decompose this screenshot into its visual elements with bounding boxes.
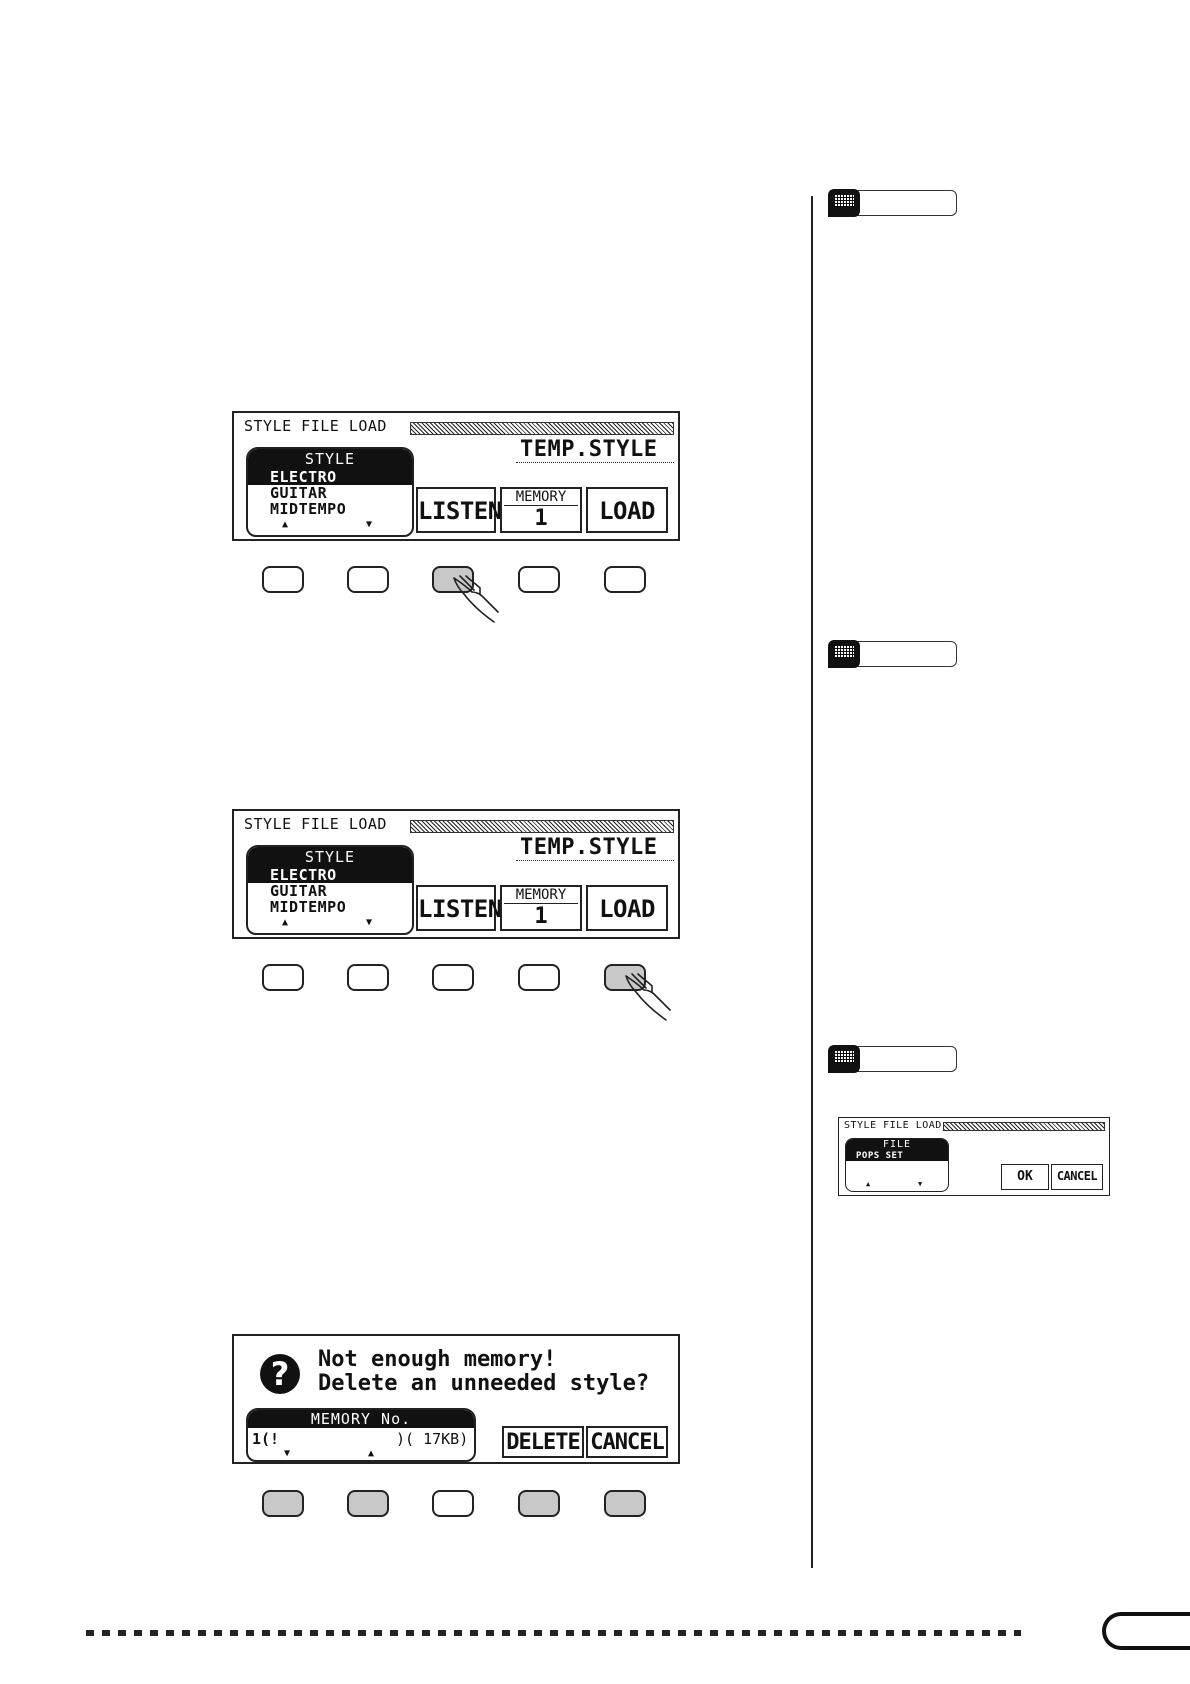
screen-title: STYLE FILE LOAD bbox=[244, 815, 387, 833]
list-item[interactable]: POPS SET bbox=[846, 1151, 948, 1161]
cancel-button[interactable]: CANCEL bbox=[1051, 1164, 1103, 1190]
memory-list[interactable] bbox=[246, 1408, 476, 1462]
note-icon bbox=[828, 189, 860, 217]
list-header: MEMORY No. bbox=[248, 1410, 474, 1428]
load-button[interactable] bbox=[586, 487, 668, 533]
style-list[interactable] bbox=[246, 447, 414, 537]
panel-button-4[interactable] bbox=[518, 964, 560, 991]
footer-dotted-rule bbox=[86, 1630, 1021, 1636]
list-item[interactable]: ELECTRO bbox=[248, 469, 412, 485]
lcd-screen-1 bbox=[232, 411, 680, 541]
note-tab-3 bbox=[829, 1046, 957, 1072]
load-label: LOAD bbox=[599, 895, 655, 923]
screen-title: STYLE FILE LOAD bbox=[844, 1120, 942, 1131]
listen-button[interactable] bbox=[416, 885, 502, 931]
load-button[interactable] bbox=[586, 885, 668, 931]
list-item[interactable]: MIDTEMPO bbox=[270, 898, 347, 916]
cancel-button[interactable]: CANCEL bbox=[586, 1426, 668, 1458]
panel-button-2[interactable] bbox=[347, 964, 389, 991]
dialog-line-2: Delete an unneeded style? bbox=[318, 1371, 650, 1396]
panel-button-4[interactable] bbox=[518, 566, 560, 593]
list-item[interactable]: ELECTRO bbox=[248, 867, 412, 883]
title-hatch bbox=[410, 820, 674, 833]
panel-button-2[interactable] bbox=[347, 1490, 389, 1517]
arrow-down-icon[interactable]: ▼ bbox=[366, 519, 373, 530]
style-list[interactable] bbox=[246, 845, 414, 935]
memory-size: )( 17KB) bbox=[396, 1430, 469, 1448]
memory-selector[interactable] bbox=[500, 885, 582, 931]
ok-button[interactable]: OK bbox=[1001, 1164, 1049, 1190]
memory-entry[interactable]: 1(! bbox=[252, 1430, 280, 1448]
list-header: FILE bbox=[846, 1139, 948, 1151]
hand-pointer-icon bbox=[450, 572, 510, 624]
panel-button-5[interactable] bbox=[604, 566, 646, 593]
arrow-up-icon[interactable]: ▲ bbox=[866, 1180, 871, 1188]
memory-label: MEMORY bbox=[504, 489, 578, 506]
column-divider bbox=[811, 196, 813, 1568]
panel-button-5[interactable] bbox=[604, 1490, 646, 1517]
list-header: STYLE bbox=[248, 847, 412, 867]
listen-button[interactable] bbox=[416, 487, 502, 533]
memory-label: MEMORY bbox=[504, 887, 578, 904]
question-icon: ? bbox=[260, 1354, 300, 1394]
panel-button-1[interactable] bbox=[262, 1490, 304, 1517]
note-icon bbox=[828, 640, 860, 668]
file-name: TEMP.STYLE bbox=[520, 835, 658, 860]
memory-value: 1 bbox=[534, 904, 548, 929]
list-header: STYLE bbox=[248, 449, 412, 469]
hand-pointer-icon bbox=[622, 970, 682, 1022]
listen-label: LISTEN bbox=[418, 895, 502, 923]
arrow-up-icon[interactable]: ▲ bbox=[282, 917, 289, 928]
screen-title: STYLE FILE LOAD bbox=[244, 417, 387, 435]
lcd-screen-dialog bbox=[232, 1334, 680, 1464]
arrow-up-icon[interactable]: ▲ bbox=[282, 519, 289, 530]
file-list[interactable] bbox=[845, 1138, 949, 1192]
lcd-screen-small bbox=[838, 1117, 1110, 1196]
file-name-underline bbox=[516, 860, 674, 861]
title-hatch bbox=[410, 422, 674, 435]
file-name-underline bbox=[516, 462, 674, 463]
arrow-up-icon[interactable]: ▲ bbox=[368, 1448, 375, 1459]
panel-button-3[interactable] bbox=[432, 964, 474, 991]
note-icon bbox=[828, 1045, 860, 1073]
listen-label: LISTEN bbox=[418, 497, 502, 525]
arrow-down-icon[interactable]: ▼ bbox=[366, 917, 373, 928]
file-name: TEMP.STYLE bbox=[520, 437, 658, 462]
panel-button-2[interactable] bbox=[347, 566, 389, 593]
page-number-tab bbox=[1102, 1612, 1190, 1650]
delete-button[interactable]: DELETE bbox=[502, 1426, 584, 1458]
panel-button-1[interactable] bbox=[262, 964, 304, 991]
panel-button-3[interactable] bbox=[432, 1490, 474, 1517]
note-tab-2 bbox=[829, 641, 957, 667]
title-hatch bbox=[943, 1122, 1105, 1131]
list-item[interactable]: MIDTEMPO bbox=[270, 500, 347, 518]
memory-value: 1 bbox=[534, 506, 548, 531]
lcd-screen-2 bbox=[232, 809, 680, 939]
list-item[interactable]: GUITAR bbox=[270, 882, 328, 900]
panel-button-4[interactable] bbox=[518, 1490, 560, 1517]
memory-selector[interactable] bbox=[500, 487, 582, 533]
list-item[interactable]: GUITAR bbox=[270, 484, 328, 502]
panel-button-1[interactable] bbox=[262, 566, 304, 593]
dialog-line-1: Not enough memory! bbox=[318, 1347, 557, 1372]
arrow-down-icon[interactable]: ▼ bbox=[284, 1448, 291, 1459]
note-tab-1 bbox=[829, 190, 957, 216]
arrow-down-icon[interactable]: ▼ bbox=[918, 1180, 923, 1188]
load-label: LOAD bbox=[599, 497, 655, 525]
